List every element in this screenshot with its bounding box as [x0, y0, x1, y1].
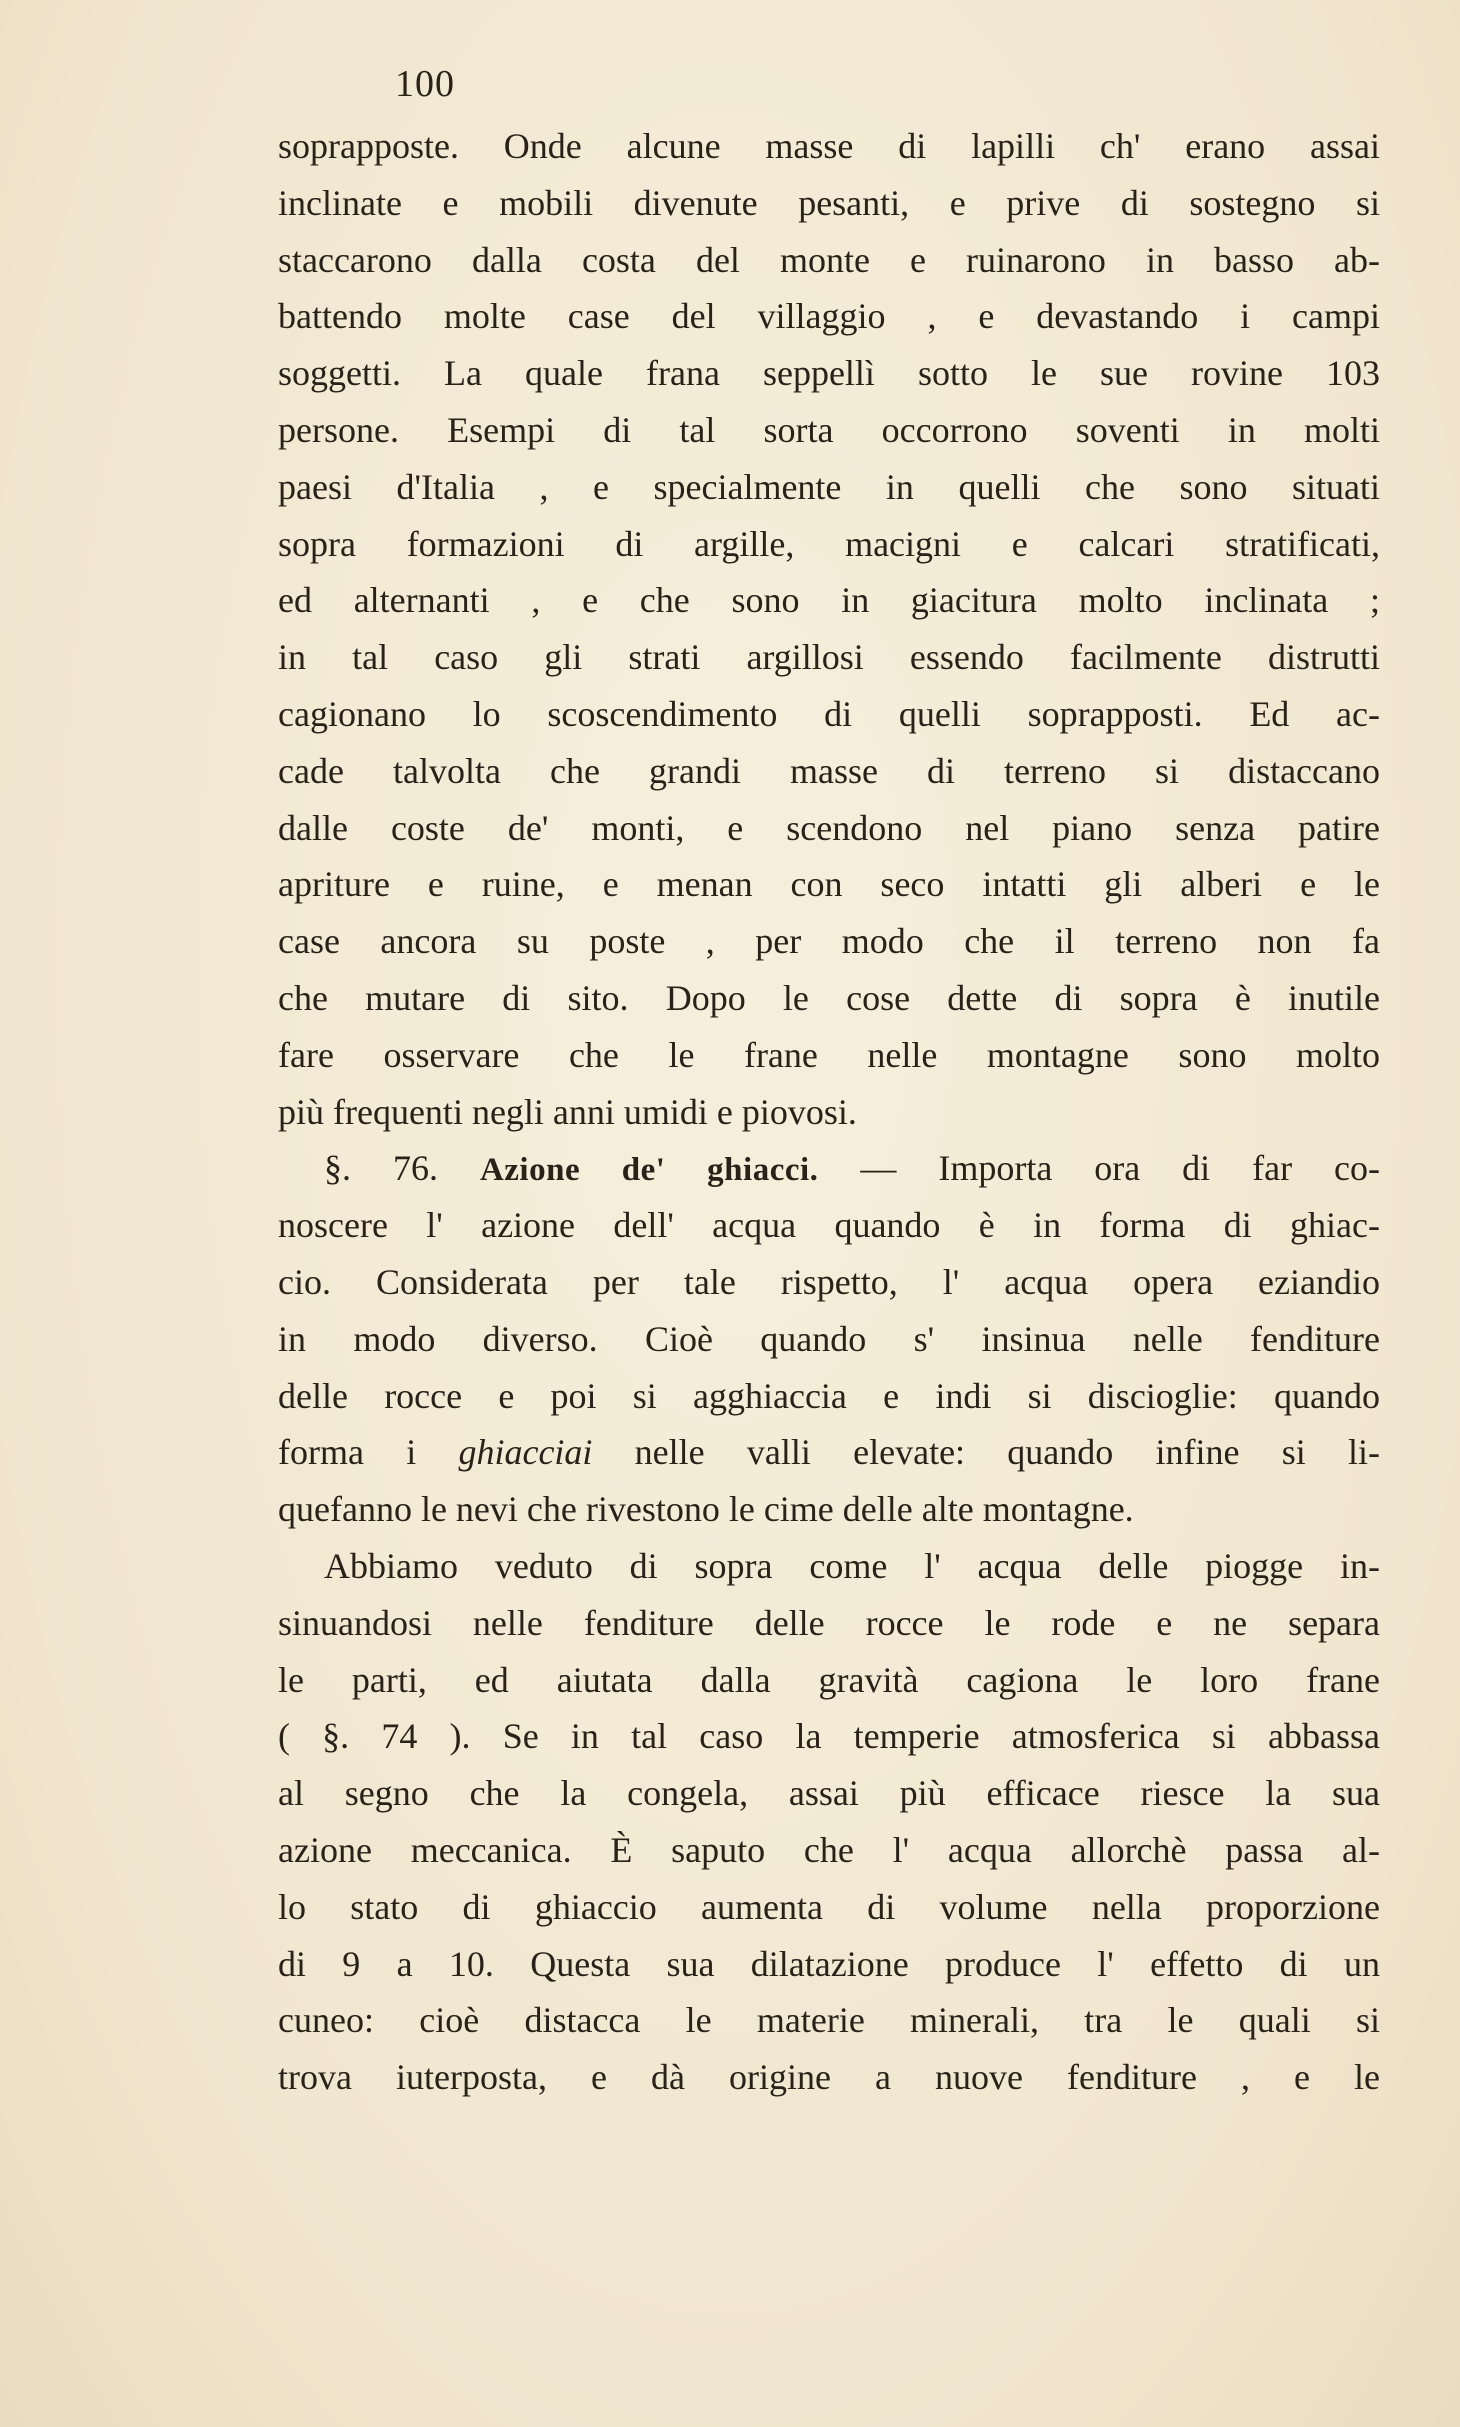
page-number: 100 — [395, 63, 455, 105]
text-line: cagionano lo scoscendimento di quelli soprapposti. Ed ac- — [278, 693, 1380, 734]
text-fragment: forma i — [278, 1432, 459, 1473]
text-line: paesi d'Italia , e specialmente in quelli che sono situati — [278, 466, 1380, 507]
text-line: inclinate e mobili divenute pesanti, e prive di sostegno si — [278, 182, 1380, 223]
text-line: più frequenti negli anni umidi e piovosi. — [278, 1091, 857, 1132]
text-line: persone. Esempi di tal sorta occorrono soventi in molti — [278, 409, 1380, 450]
text-line: cade talvolta che grandi masse di terreno si distaccano — [278, 750, 1380, 791]
text-line: soggetti. La quale frana seppellì sotto le sue rovine 103 — [278, 353, 1380, 394]
section-first-line-text: Importa ora di far co- — [938, 1148, 1381, 1189]
paragraph-frane — [278, 118, 1380, 1140]
text-line: trova iuterposta, e dà origine a nuove fenditure , e le — [278, 2057, 1380, 2098]
text-fragment: nelle valli elevate: quando infine si li- — [592, 1432, 1380, 1473]
body-text — [278, 118, 1380, 2106]
text-line: in tal caso gli strati argillosi essendo facilmente distrutti — [278, 637, 1380, 678]
text-line: le parti, ed aiutata dalla gravità cagiona le loro frane — [278, 1659, 1380, 1700]
text-line: che mutare di sito. Dopo le cose dette di sopra è inutile — [278, 977, 1380, 1018]
text-line: in modo diverso. Cioè quando s' insinua nelle fenditure — [278, 1318, 1380, 1359]
text-line: staccarono dalla costa del monte e ruinarono in basso ab- — [278, 239, 1380, 280]
text-line: soprapposte. Onde alcune masse di lapilli ch' erano assai — [278, 126, 1380, 166]
text-line: ( §. 74 ). Se in tal caso la temperie atmosferica si abbassa — [278, 1716, 1380, 1757]
text-line: sopra formazioni di argille, macigni e calcari stratificati, — [278, 523, 1380, 564]
text-line: lo stato di ghiaccio aumenta di volume nella proporzione — [278, 1886, 1380, 1927]
paragraph-ghiaccio — [278, 1538, 1380, 2106]
text-line: ed alternanti , e che sono in giacitura molto inclinata ; — [278, 580, 1380, 621]
text-line: apriture e ruine, e menan con seco intatti gli alberi e le — [278, 864, 1380, 905]
text-line: sinuandosi nelle fenditure delle rocce le rode e ne separa — [278, 1602, 1380, 1643]
text-line: delle rocce e poi si agghiaccia e indi si discioglie: quando — [278, 1375, 1380, 1416]
text-line-with-italic — [278, 1424, 1380, 1481]
text-line: quefanno le nevi che rivestono le cime delle alte montagne. — [278, 1489, 1134, 1530]
text-line: battendo molte case del villaggio , e devastando i campi — [278, 296, 1380, 337]
text-line: Abbiamo veduto di sopra come l' acqua delle piogge in- — [324, 1545, 1380, 1586]
em-dash: — — [860, 1148, 897, 1189]
text-line: case ancora su poste , per modo che il terreno non fa — [278, 921, 1380, 962]
text-line: al segno che la congela, assai più efficace riesce la sua — [278, 1773, 1380, 1814]
text-line: fare osservare che le frane nelle montagne sono molto — [278, 1034, 1380, 1075]
text-line: dalle coste de' monti, e scendono nel piano senza patire — [278, 807, 1380, 848]
section-heading-line — [278, 1140, 1380, 1197]
section-76 — [278, 1140, 1380, 1538]
italic-term-ghiacciai: ghiacciai — [458, 1432, 593, 1473]
section-title: Azione de' ghiacci. — [479, 1152, 819, 1189]
text-line: cuneo: cioè distacca le materie minerali, tra le quali si — [278, 2000, 1380, 2041]
text-line: cio. Considerata per tale rispetto, l' acqua opera eziandio — [278, 1261, 1380, 1302]
text-line: di 9 a 10. Questa sua dilatazione produce l' effetto di un — [278, 1943, 1380, 1984]
section-number: §. 76. — [324, 1148, 438, 1189]
text-line: noscere l' azione dell' acqua quando è in forma di ghiac- — [278, 1205, 1380, 1246]
text-line: azione meccanica. È saputo che l' acqua allorchè passa al- — [278, 1829, 1380, 1870]
